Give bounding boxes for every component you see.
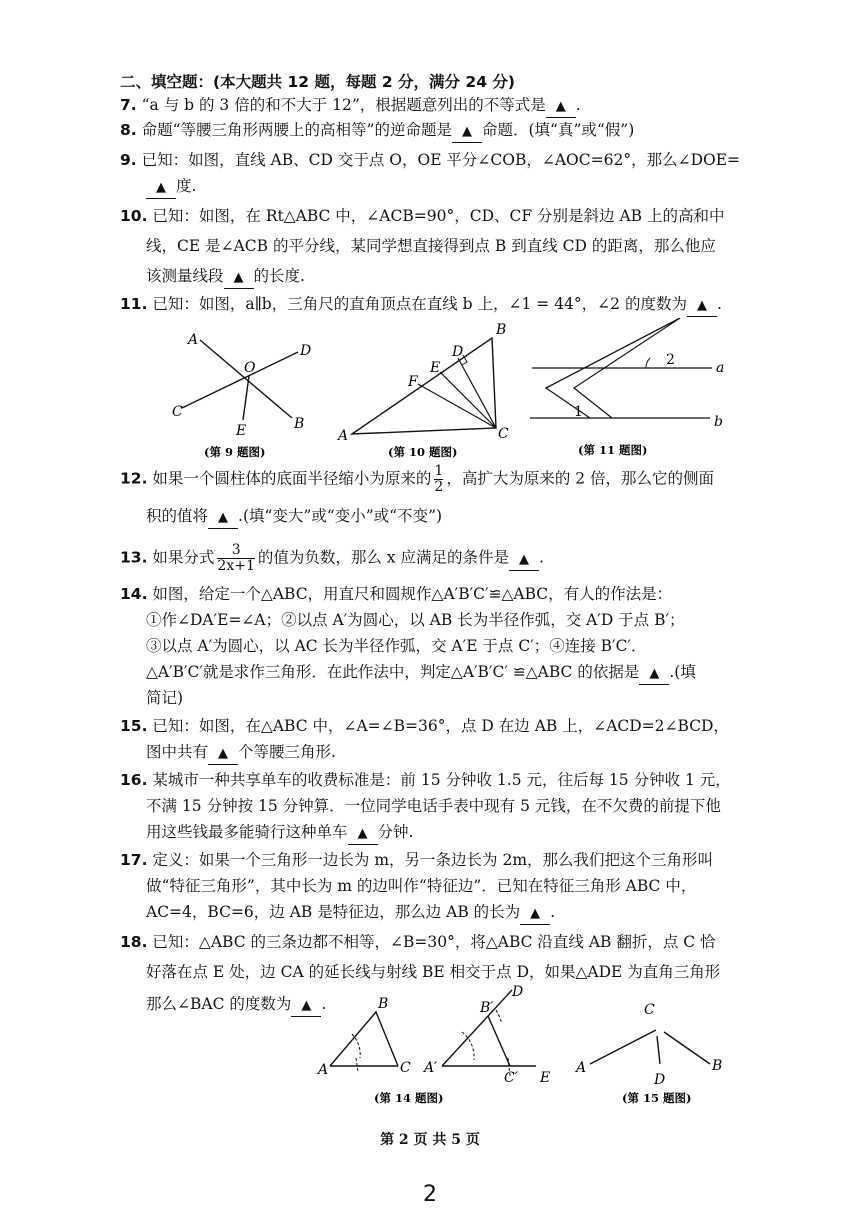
fig9-label-c: C [172, 404, 183, 420]
answer-blank: ▲ [208, 744, 238, 765]
fig15-label-c: C [644, 1002, 655, 1018]
answer-blank: ▲ [687, 296, 717, 317]
fig9-label-o: O [244, 360, 256, 376]
fig11-caption: (第 11 题图) [578, 443, 648, 457]
question-text: “a 与 b 的 3 倍的和不大于 12”，根据题意列出的不等式是 [141, 96, 546, 114]
fig10-label-d: D [452, 344, 464, 360]
question-text: 用这些钱最多能骑行这种单车 [146, 823, 348, 841]
question-text-end: . [538, 548, 544, 567]
question-17-line-1 [120, 850, 713, 870]
question-text: △A′B′C′就是求作三角形．在此作法中，判定△A′B′C′ ≌△ABC 的依据是 [146, 663, 640, 681]
page-number: 2 [423, 1182, 437, 1207]
fig9-label-a: A [188, 332, 199, 348]
fig14-label-c: C [400, 1060, 411, 1076]
figure-10 [336, 322, 509, 459]
question-number: 9. [120, 151, 137, 169]
answer-blank: ▲ [146, 178, 176, 199]
answer-blank: ▲ [509, 550, 539, 571]
question-12-line-2 [146, 506, 442, 529]
section-header: 二、填空题：(本大题共 12 题，每题 2 分，满分 24 分) [120, 73, 515, 91]
question-number: 11. [120, 295, 148, 313]
fig10-label-f: F [408, 374, 418, 390]
answer-blank: ▲ [208, 508, 238, 529]
fig11-label-a: a [716, 360, 725, 376]
question-9-line-1 [120, 150, 740, 170]
question-text-end: . [575, 96, 581, 114]
fig9-caption: (第 9 题图) [204, 445, 266, 459]
question-text: 如果一个圆柱体的底面半径缩小为原来的 [152, 469, 432, 488]
figure-14 [316, 984, 550, 1105]
question-text-end: 分钟. [377, 823, 414, 841]
question-14-line-3: ③以点 A′为圆心，以 AC 长为半径作弧，交 A′E 于点 C′；④连接 B′C′． [146, 637, 647, 655]
question-number: 17. [120, 851, 148, 869]
fig10-label-c: C [498, 426, 509, 442]
question-text: 已知：如图，直线 AB、CD 交于点 O，OE 平分∠COB，∠AOC=62°，那么∠DOE= [141, 151, 741, 169]
fig15-caption: (第 15 题图) [622, 1091, 692, 1105]
question-10-line-2: 线，CE 是∠ACB 的平分线，某同学想直接得到点 B 到直线 CD 的距离，那么他应 [146, 237, 716, 255]
fig14-label-b-prime: B′ [480, 1000, 494, 1016]
question-text-cont: 的值为负数，那么 x 应满足的条件是 [257, 548, 509, 567]
question-13 [120, 543, 544, 574]
question-15-line-2 [146, 742, 336, 765]
question-text-end: 命题．(填“真”或“假”) [481, 121, 635, 139]
question-text-end: 的长度. [253, 267, 305, 285]
question-10-line-1 [120, 206, 724, 226]
answer-blank: ▲ [546, 97, 576, 118]
fig15-label-b: B [712, 1058, 723, 1074]
figures-row-2 [300, 984, 740, 1110]
question-number: 8. [120, 121, 137, 139]
fig9-label-e: E [236, 423, 247, 439]
question-12-line-1 [120, 464, 714, 495]
fig14-label-a: A [318, 1062, 329, 1078]
question-18-line-1 [120, 932, 716, 952]
question-14-line-2: ①作∠DA′E=∠A；②以点 A′为圆心，以 AB 长为半径作弧，交 A′D 于点 B′； [146, 611, 685, 629]
fig14-caption: (第 14 题图) [374, 1091, 444, 1105]
question-text: 积的值将 [146, 507, 209, 525]
question-text-end: . [550, 903, 556, 921]
question-text-end: .(填“变大”或“变小”或“不变”) [238, 507, 443, 525]
figure-15 [574, 1002, 722, 1105]
question-number: 18. [120, 933, 148, 951]
question-text: 那么∠BAC 的度数为 [146, 995, 292, 1013]
answer-blank: ▲ [224, 268, 254, 289]
fig9-label-b: B [294, 416, 305, 432]
question-15-line-1 [120, 716, 729, 736]
fig14-label-c-prime: C′ [504, 1070, 518, 1086]
fraction-denominator: 2 [434, 479, 444, 495]
question-18-line-2: 好落在点 E 处，边 CA 的延长线与射线 BE 相交于点 D，如果△ADE 为直角三角形 [146, 963, 721, 981]
question-17-line-2: 做“特征三角形”，其中长为 m 的边叫作“特征边”．已知在特征三角形 ABC 中， [146, 877, 697, 895]
page-footer: 第 2 页 共 5 页 [380, 1132, 480, 1148]
figure-9 [172, 332, 311, 459]
fig15-label-d: D [654, 1072, 666, 1088]
fraction-numerator: 3 [231, 542, 241, 558]
fig10-label-a: A [338, 428, 349, 444]
question-text: AC=4，BC=6，边 AB 是特征边，那么边 AB 的长为 [146, 903, 521, 921]
question-14-line-4 [146, 662, 696, 685]
question-8 [120, 120, 634, 143]
fig11-label-b: b [714, 414, 723, 430]
answer-blank: ▲ [348, 824, 378, 845]
question-16-line-1 [120, 770, 731, 790]
question-text-end: 个等腰三角形. [238, 743, 336, 761]
fraction-numerator: 1 [434, 463, 444, 479]
question-text-cont: ，高扩大为原来的 2 倍，那么它的侧面 [446, 469, 715, 488]
question-text: 度. [176, 177, 197, 195]
question-text: 定义：如果一个三角形一边长为 m，另一条边长为 2m，那么我们把这个三角形叫 [152, 851, 714, 869]
question-text: 该测量线段 [146, 267, 224, 285]
question-11 [120, 294, 722, 317]
fig14-label-b: B [378, 996, 389, 1012]
fig9-label-d: D [300, 343, 312, 359]
question-14-line-1 [120, 584, 672, 604]
question-number: 7. [120, 96, 137, 114]
question-text: 如果分式 [152, 548, 215, 567]
answer-blank: ▲ [452, 122, 482, 143]
question-9-line-2 [146, 176, 196, 199]
fraction [217, 543, 254, 574]
fig14-label-a-prime: A′ [424, 1060, 438, 1076]
question-text-end: .(填 [669, 663, 696, 681]
answer-blank: ▲ [291, 996, 321, 1017]
question-number: 15. [120, 717, 148, 735]
question-17-line-3 [146, 902, 555, 925]
fraction [434, 464, 443, 495]
question-text: 已知：△ABC 的三条边都不相等，∠B=30°，将△ABC 沿直线 AB 翻折，点 C 恰 [152, 933, 716, 951]
question-text: 某城市一种共享单车的收费标准是：前 15 分钟收 1.5 元，往后每 15 分钟收 1 元， [152, 771, 731, 789]
answer-blank: ▲ [639, 664, 669, 685]
question-14-line-5: 简记) [146, 689, 184, 707]
question-text: 命题“等腰三角形两腰上的高相等”的逆命题是 [141, 121, 452, 139]
question-7 [120, 95, 581, 118]
fig15-label-a: A [576, 1060, 587, 1076]
question-text-end: . [716, 295, 722, 313]
question-16-line-3 [146, 822, 413, 845]
question-text: 已知：如图，a∥b，三角尺的直角顶点在直线 b 上，∠1 = 44°，∠2 的度数为 [152, 295, 687, 313]
question-text: 已知：如图，在 Rt△ABC 中，∠ACB=90°，CD、CF 分别是斜边 AB 上的高和中 [152, 207, 725, 225]
answer-blank: ▲ [520, 904, 550, 925]
question-16-line-2: 不满 15 分钟按 15 分钟算．一位同学电话手表中现有 5 元钱，在不欠费的前提下他 [146, 797, 721, 815]
question-text-end: . [321, 995, 327, 1013]
question-text: 如图，给定一个△ABC，用直尺和圆规作△A′B′C′≌△ABC，有人的作法是： [152, 585, 673, 603]
fig10-caption: (第 10 题图) [388, 445, 458, 459]
question-number: 10. [120, 207, 148, 225]
fig11-label-1: 1 [574, 404, 583, 420]
question-text: 已知：如图，在△ABC 中，∠A=∠B=36°，点 D 在边 AB 上，∠ACD=2∠BCD， [152, 717, 729, 735]
question-10-line-3 [146, 266, 305, 289]
question-number: 14. [120, 585, 148, 603]
question-number: 12. [120, 469, 148, 488]
question-number: 16. [120, 771, 148, 789]
fig10-label-b: B [496, 322, 507, 338]
figures-row-1 [160, 318, 740, 466]
fig14-label-e: E [540, 1070, 551, 1086]
fig10-label-e: E [430, 360, 441, 376]
fraction-denominator: 2x+1 [217, 558, 255, 574]
fig14-label-d: D [512, 984, 524, 1000]
question-text: 图中共有 [146, 743, 209, 761]
figure-11 [530, 318, 724, 457]
fig11-label-2: 2 [666, 352, 675, 368]
question-number: 13. [120, 548, 148, 567]
